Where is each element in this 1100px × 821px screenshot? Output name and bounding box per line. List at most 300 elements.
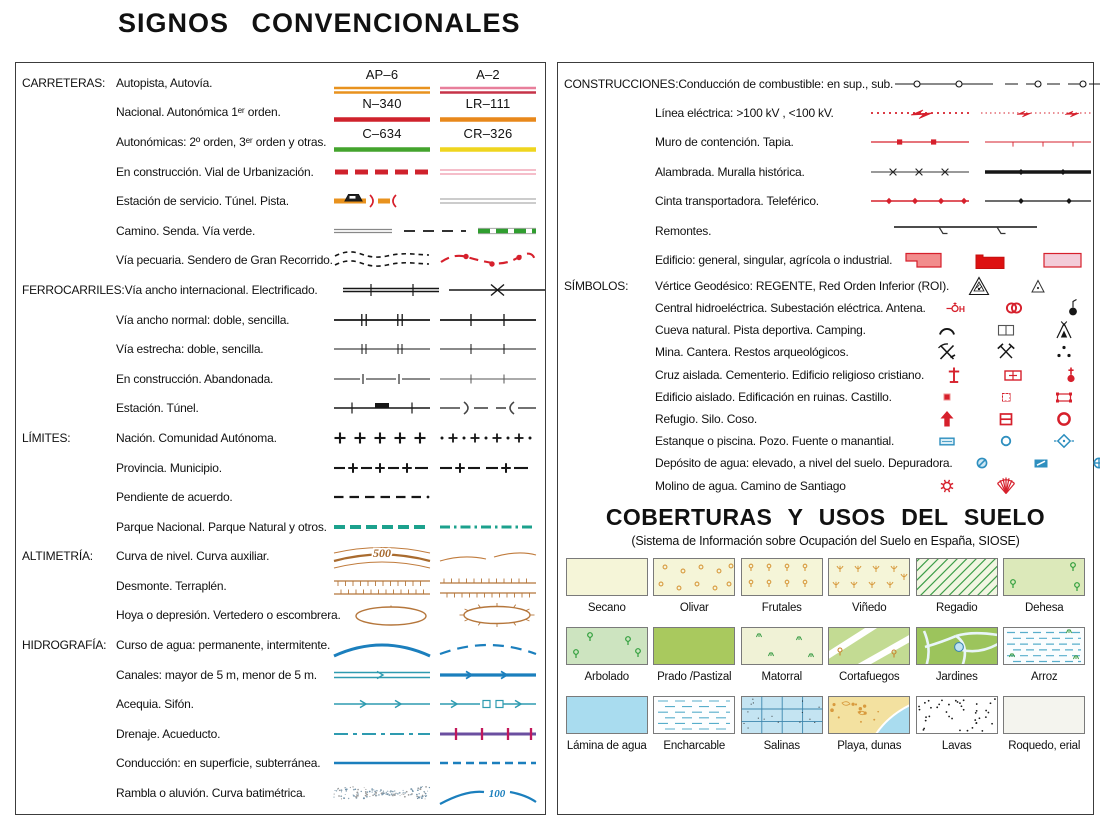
sym-desmonte bbox=[332, 571, 432, 601]
glyph-cantera bbox=[995, 341, 1017, 363]
silo-icon bbox=[995, 408, 1017, 430]
sym-alambrada-icon bbox=[869, 159, 1093, 185]
glyph-cruz bbox=[943, 364, 965, 386]
landuse-cell bbox=[653, 696, 737, 752]
ruinas-icon bbox=[995, 386, 1017, 408]
sym-camino-senda-viaverde bbox=[332, 216, 538, 246]
landuse-tile-olivar bbox=[653, 558, 735, 596]
sym-fc-normal-doble-icon bbox=[332, 305, 432, 335]
row-label: Parque Nacional. Parque Natural y otros. bbox=[116, 519, 327, 534]
sym-curva-nivel-icon bbox=[332, 541, 432, 571]
landuse-tile-encharcable bbox=[653, 696, 735, 734]
landuse-label: Encharcable bbox=[663, 739, 726, 752]
sym-conduccion-sup bbox=[332, 748, 432, 778]
row-label: Hoya o depresión. Vertedero o escombrera. bbox=[116, 608, 341, 623]
sym-pista-icon bbox=[438, 186, 538, 216]
salinas-pattern bbox=[741, 696, 823, 734]
symbol-group bbox=[332, 660, 545, 690]
row-label: Drenaje. Acueducto. bbox=[116, 726, 221, 741]
row-label: Autonómicas: 2º orden, 3ᵉʳ orden y otras. bbox=[116, 134, 327, 149]
landuse-cell bbox=[828, 696, 912, 752]
glyph-castillo bbox=[1053, 386, 1075, 408]
legend-row bbox=[16, 778, 545, 808]
legend-row bbox=[558, 386, 1093, 408]
sym-hoya bbox=[341, 600, 441, 630]
deposito-suelo-icon bbox=[1030, 452, 1052, 474]
sym-via-pecuaria-icon bbox=[333, 245, 433, 275]
glyph-pozo bbox=[995, 430, 1017, 452]
row-label: Cueva natural. Pista deportiva. Camping. bbox=[655, 323, 866, 338]
sym-edificios-icon bbox=[892, 247, 1100, 273]
vertice-regente-icon bbox=[968, 275, 990, 297]
landuse-label: Arroz bbox=[1031, 670, 1058, 683]
sym-curso-perm-icon bbox=[332, 630, 432, 660]
landuse-label: Jardines bbox=[935, 670, 978, 683]
sym-fc-estrecha-sencilla-icon bbox=[438, 334, 538, 364]
glyph-estanque bbox=[936, 430, 958, 452]
legend-row bbox=[16, 719, 545, 749]
svg-text:500: 500 bbox=[373, 546, 391, 561]
row-label: Autopista, Autovía. bbox=[116, 75, 213, 90]
restos-icon bbox=[1053, 341, 1075, 363]
landuse-label: Regadio bbox=[936, 601, 978, 614]
symbol-group bbox=[332, 541, 545, 571]
sym-curso-perm bbox=[332, 630, 432, 660]
legend-row bbox=[16, 98, 545, 128]
legend-row bbox=[558, 69, 1093, 98]
legend-row bbox=[16, 542, 545, 572]
symbol-group bbox=[332, 127, 545, 157]
sym-fc-estrecha-doble bbox=[332, 334, 432, 364]
glyph-molino bbox=[936, 475, 958, 497]
legend-row bbox=[16, 689, 545, 719]
page-title: SIGNOS CONVENCIONALES bbox=[118, 8, 521, 38]
legend-row bbox=[16, 749, 545, 779]
row-label: Vía pecuaria. Sendero de Gran Recorrido. bbox=[116, 253, 333, 268]
sym-acequia-icon bbox=[332, 689, 432, 719]
sym-parque-nat bbox=[438, 512, 538, 542]
sym-parque-nac bbox=[332, 512, 432, 542]
mina-icon bbox=[936, 341, 958, 363]
landuse-label: Olivar bbox=[679, 601, 709, 614]
symbol-group bbox=[332, 216, 545, 246]
camping-icon bbox=[1053, 319, 1075, 341]
cueva-icon bbox=[936, 319, 958, 341]
sym-n340 bbox=[332, 97, 432, 127]
sym-sendero-gr bbox=[439, 245, 539, 275]
row-label: Rambla o aluvión. Curva batimétrica. bbox=[116, 786, 306, 801]
road-number-label: LR–111 bbox=[465, 96, 511, 112]
legend-row bbox=[558, 474, 1093, 496]
glyph-cueva bbox=[936, 319, 958, 341]
arroz-pattern bbox=[1003, 627, 1085, 665]
left-panel bbox=[15, 62, 546, 815]
sym-lim-mun bbox=[438, 453, 538, 483]
encharcable-pattern bbox=[653, 696, 735, 734]
legend-row bbox=[16, 364, 545, 394]
legend-row bbox=[16, 601, 545, 631]
row-label: Vía estrecha: doble, sencilla. bbox=[116, 342, 264, 357]
landuse-tile-matorral bbox=[741, 627, 823, 665]
legend-row bbox=[16, 482, 545, 512]
landuse-cell bbox=[915, 696, 999, 752]
landuse-label: Playa, dunas bbox=[837, 739, 902, 752]
sym-desmonte-icon bbox=[332, 571, 432, 601]
glyph-group bbox=[926, 297, 1100, 319]
symbol-group bbox=[332, 186, 545, 216]
landuse-cell bbox=[828, 627, 912, 683]
sym-pista bbox=[438, 186, 538, 216]
row-label: Vía ancho internacional. Electrificado. bbox=[124, 282, 318, 297]
glyph-edificio-aislado bbox=[936, 386, 958, 408]
olivar-pattern bbox=[653, 558, 735, 596]
sym-fc-elec-icon bbox=[447, 275, 547, 305]
row-label: Cinta transportadora. Teleférico. bbox=[655, 194, 819, 209]
row-label: Camino. Senda. Vía verde. bbox=[116, 223, 256, 238]
symbol-group bbox=[333, 245, 545, 275]
road-number-label: N–340 bbox=[362, 96, 402, 112]
glyph-group bbox=[949, 275, 1100, 297]
glyph-pista-deportiva bbox=[995, 319, 1017, 341]
legend-row bbox=[16, 512, 545, 542]
landuse-tile-roquedo bbox=[1003, 696, 1085, 734]
landuse-tile-vinedo bbox=[828, 558, 910, 596]
sym-terraplen-icon bbox=[438, 571, 538, 601]
sym-estacion-servicio bbox=[332, 186, 432, 216]
row-label: En construcción. Abandonada. bbox=[116, 371, 274, 386]
sym-construccion-road-icon bbox=[332, 157, 432, 187]
sym-pendiente bbox=[332, 482, 432, 512]
glyph-group bbox=[917, 408, 1093, 430]
symbol-group bbox=[332, 305, 545, 335]
jardines-pattern bbox=[916, 627, 998, 665]
row-label: Canales: mayor de 5 m, menor de 5 m. bbox=[116, 667, 317, 682]
landuse-tile-arroz bbox=[1003, 627, 1085, 665]
sym-sifon bbox=[438, 689, 538, 719]
glyph-silo bbox=[995, 408, 1017, 430]
landuse-tile-salinas bbox=[741, 696, 823, 734]
playa-pattern bbox=[828, 696, 910, 734]
road-number-label: AP–6 bbox=[365, 66, 399, 82]
glyph-vertice-regente bbox=[968, 275, 990, 297]
concha-santiago-icon bbox=[995, 475, 1017, 497]
sym-via-pecuaria bbox=[333, 245, 433, 275]
legend-row bbox=[16, 275, 545, 305]
row-label: Refugio. Silo. Coso. bbox=[655, 411, 758, 426]
estanque-icon bbox=[936, 430, 958, 452]
row-label: Provincia. Municipio. bbox=[116, 460, 222, 475]
landuse-cell bbox=[915, 558, 999, 614]
prado-pattern bbox=[653, 627, 735, 665]
landuse-tile-playa bbox=[828, 696, 910, 734]
road-number-label: C–634 bbox=[362, 125, 402, 141]
road-number-label: A–2 bbox=[476, 66, 500, 82]
row-label: Vía ancho normal: doble, sencilla. bbox=[116, 312, 290, 327]
row-label: Cruz aislada. Cementerio. Edificio religioso cristiano. bbox=[655, 367, 925, 382]
sym-rambla-icon bbox=[332, 778, 432, 808]
sym-remontes-icon bbox=[869, 218, 1093, 244]
symbol-group bbox=[341, 275, 547, 305]
secano-pattern bbox=[566, 558, 648, 596]
cortafuegos-pattern bbox=[828, 627, 910, 665]
row-label: Alambrada. Muralla histórica. bbox=[655, 164, 805, 179]
legend-row bbox=[16, 246, 545, 276]
sym-cinta bbox=[869, 188, 1093, 214]
sym-fc-constr-icon bbox=[332, 364, 432, 394]
legend-row bbox=[558, 216, 1093, 245]
coso-icon bbox=[1053, 408, 1075, 430]
category-label: LÍMITES: bbox=[22, 430, 71, 445]
sym-pendiente-icon bbox=[332, 482, 432, 512]
glyph-restos bbox=[1053, 341, 1075, 363]
legend-row bbox=[558, 363, 1093, 385]
sym-curso-int-icon bbox=[438, 630, 538, 660]
cementerio-icon bbox=[1002, 364, 1024, 386]
legend-row bbox=[558, 408, 1093, 430]
sym-lr111 bbox=[438, 97, 538, 127]
sym-fc-normal-doble bbox=[332, 305, 432, 335]
row-label: Depósito de agua: elevado, a nivel del suelo. Depuradora. bbox=[655, 456, 953, 471]
landuse-cell bbox=[565, 558, 649, 614]
landuse-label: Prado /Pastizal bbox=[657, 670, 732, 683]
depuradora-icon bbox=[1088, 452, 1100, 474]
arbolado-pattern bbox=[566, 627, 648, 665]
sym-ap6 bbox=[332, 68, 432, 98]
landuse-label: Matorral bbox=[761, 670, 803, 683]
roquedo-pattern bbox=[1003, 696, 1085, 734]
lavas-pattern bbox=[916, 696, 998, 734]
sym-acequia bbox=[332, 689, 432, 719]
legend-row bbox=[16, 127, 545, 157]
legend-row bbox=[16, 305, 545, 335]
sym-drenaje bbox=[332, 719, 432, 749]
landuse-cell bbox=[1003, 627, 1087, 683]
landuse-label: Salinas bbox=[763, 739, 800, 752]
row-label: Nacional. Autonómica 1ᵉʳ orden. bbox=[116, 105, 281, 120]
sym-batimetrica-icon bbox=[438, 778, 538, 808]
sym-fc-normal-sencilla bbox=[438, 305, 538, 335]
landuse-label: Lámina de agua bbox=[566, 739, 647, 752]
sym-rambla bbox=[332, 778, 432, 808]
symbol-group bbox=[332, 482, 545, 512]
row-label: Vértice Geodésico: REGENTE, Red Orden Inferior (ROI). bbox=[655, 278, 950, 293]
symbol-group bbox=[332, 453, 545, 483]
legend-row bbox=[16, 334, 545, 364]
sym-lim-mun-icon bbox=[438, 453, 538, 483]
glyph-mina bbox=[936, 341, 958, 363]
landuse-subtitle: (Sistema de Información sobre Ocupación del Suelo en España, SIOSE) bbox=[631, 533, 1020, 548]
glyph-ruinas bbox=[995, 386, 1017, 408]
road-number-label: CR–326 bbox=[463, 125, 513, 141]
landuse-label: Arbolado bbox=[584, 670, 629, 683]
glyph-religioso bbox=[1060, 364, 1082, 386]
legend-row bbox=[16, 216, 545, 246]
sym-acueducto-icon bbox=[438, 719, 538, 749]
sym-curva-aux-icon bbox=[438, 541, 538, 571]
symbol-group bbox=[332, 689, 545, 719]
symbol-group bbox=[332, 423, 545, 453]
sym-lim-prov-icon bbox=[332, 453, 432, 483]
symbol-group bbox=[341, 600, 547, 630]
row-label: Pendiente de acuerdo. bbox=[116, 490, 233, 505]
legend-row bbox=[16, 453, 545, 483]
symbol-group bbox=[332, 630, 545, 660]
sym-vial-urb bbox=[438, 157, 538, 187]
right-panel bbox=[557, 62, 1094, 815]
legend-row bbox=[16, 68, 545, 98]
sym-canal-mayor-icon bbox=[332, 660, 432, 690]
sym-parque-nat-icon bbox=[438, 512, 538, 542]
legend-row bbox=[558, 245, 1093, 274]
landuse-cell bbox=[1003, 558, 1087, 614]
sym-drenaje-icon bbox=[332, 719, 432, 749]
row-label: Estación. Túnel. bbox=[116, 401, 199, 416]
landuse-tile-frutales bbox=[741, 558, 823, 596]
glyph-group bbox=[917, 386, 1093, 408]
construcciones-section bbox=[558, 69, 1093, 275]
sym-combustible-icon bbox=[893, 71, 1100, 97]
dehesa-pattern bbox=[1003, 558, 1085, 596]
legend-row bbox=[16, 630, 545, 660]
pista-deportiva-icon bbox=[995, 319, 1017, 341]
row-label: Conducción: en superficie, subterránea. bbox=[116, 756, 321, 771]
sym-alambrada bbox=[869, 159, 1093, 185]
row-label: Muro de contención. Tapia. bbox=[655, 135, 794, 150]
symbol-group bbox=[332, 364, 545, 394]
symbol-group bbox=[332, 778, 545, 808]
sym-cinta-icon bbox=[869, 188, 1093, 214]
glyph-subestacion bbox=[1003, 297, 1025, 319]
sym-linea-electrica-icon bbox=[869, 100, 1093, 126]
legend-row bbox=[16, 186, 545, 216]
glyph-group bbox=[952, 452, 1100, 474]
landuse-cell bbox=[740, 558, 824, 614]
landuse-tile-regadio bbox=[916, 558, 998, 596]
landuse-tile-secano bbox=[566, 558, 648, 596]
sym-cr326 bbox=[438, 127, 538, 157]
sym-vertedero bbox=[447, 600, 547, 630]
sym-fc-int bbox=[341, 275, 441, 305]
sym-batimetrica bbox=[438, 778, 538, 808]
glyph-camping bbox=[1053, 319, 1075, 341]
row-label: En construcción. Vial de Urbanización. bbox=[116, 164, 314, 179]
sym-canal-mayor bbox=[332, 660, 432, 690]
symbol-group bbox=[332, 334, 545, 364]
sym-conduccion-sup-icon bbox=[332, 748, 432, 778]
sym-estacion-servicio-icon bbox=[332, 186, 432, 216]
pozo-icon bbox=[995, 430, 1017, 452]
sym-fc-estacion-icon bbox=[332, 393, 432, 423]
row-label: Remontes. bbox=[655, 223, 712, 238]
sym-fc-aband bbox=[438, 364, 538, 394]
row-label: Edificio aislado. Edificación en ruinas. Castillo. bbox=[655, 389, 892, 404]
category-label: FERROCARRILES: bbox=[22, 282, 125, 297]
sym-fc-normal-sencilla-icon bbox=[438, 305, 538, 335]
landuse-cell bbox=[740, 627, 824, 683]
legend-row bbox=[558, 430, 1093, 452]
row-label: Acequia. Sifón. bbox=[116, 697, 194, 712]
row-label: Edificio: general, singular, agrícola o industrial. bbox=[655, 253, 893, 268]
landuse-cell bbox=[915, 627, 999, 683]
landuse-label: Cortafuegos bbox=[839, 670, 900, 683]
glyph-group bbox=[917, 475, 1093, 497]
lamina-pattern bbox=[566, 696, 648, 734]
landuse-tile-jardines bbox=[916, 627, 998, 665]
landuse-cell bbox=[1003, 696, 1087, 752]
landuse-tile-prado bbox=[653, 627, 735, 665]
legend-row bbox=[16, 571, 545, 601]
sym-lim-nacion-icon bbox=[332, 423, 432, 453]
sym-camino-senda-viaverde-icon bbox=[332, 216, 538, 246]
category-label: CARRETERAS: bbox=[22, 75, 106, 90]
row-label: Línea eléctrica: >100 kV , <100 kV. bbox=[655, 106, 834, 121]
sym-fc-int-icon bbox=[341, 275, 441, 305]
deposito-elevado-icon bbox=[971, 452, 993, 474]
landuse-tile-cortafuegos bbox=[828, 627, 910, 665]
landuse-title: COBERTURAS Y USOS DEL SUELO bbox=[605, 503, 1046, 530]
landuse-cell bbox=[828, 558, 912, 614]
symbol-group bbox=[332, 571, 545, 601]
sym-lim-nacion bbox=[332, 423, 432, 453]
sym-vertedero-icon bbox=[447, 600, 547, 630]
sym-fc-tunel-icon bbox=[438, 393, 538, 423]
sym-muro bbox=[869, 129, 1093, 155]
row-label: Estación de servicio. Túnel. Pista. bbox=[116, 194, 289, 209]
cruz-icon bbox=[943, 364, 965, 386]
fuente-icon bbox=[1053, 430, 1075, 452]
sym-lim-prov bbox=[332, 453, 432, 483]
antena-icon bbox=[1062, 297, 1084, 319]
legend-row bbox=[558, 128, 1093, 157]
legend-row bbox=[558, 157, 1093, 186]
legend-row bbox=[558, 297, 1093, 319]
matorral-pattern bbox=[741, 627, 823, 665]
sym-fc-tunel bbox=[438, 393, 538, 423]
central-hidroelectrica-icon bbox=[944, 297, 966, 319]
svg-text:100: 100 bbox=[488, 788, 506, 801]
row-label: Nación. Comunidad Autónoma. bbox=[116, 430, 277, 445]
landuse-cell bbox=[565, 627, 649, 683]
sym-lim-ca-icon bbox=[438, 423, 538, 453]
row-label: Mina. Cantera. Restos arqueológicos. bbox=[655, 345, 849, 360]
religioso-icon bbox=[1060, 364, 1082, 386]
legend-row bbox=[558, 341, 1093, 363]
landuse-tile-lavas bbox=[916, 696, 998, 734]
legend-row bbox=[558, 187, 1093, 216]
sym-terraplen bbox=[438, 571, 538, 601]
symbol-group bbox=[332, 719, 545, 749]
legend-row bbox=[16, 660, 545, 690]
landuse-label: Secano bbox=[587, 601, 626, 614]
sym-lim-ca bbox=[438, 423, 538, 453]
simbolos-section bbox=[558, 275, 1093, 497]
glyph-coso bbox=[1053, 408, 1075, 430]
glyph-cementerio bbox=[1002, 364, 1024, 386]
glyph-depuradora bbox=[1088, 452, 1100, 474]
sym-construccion-road bbox=[332, 157, 432, 187]
vertice-roi-icon bbox=[1027, 275, 1049, 297]
landuse-tile-lamina bbox=[566, 696, 648, 734]
svg-text:H: H bbox=[959, 304, 966, 315]
row-label: Desmonte. Terraplén. bbox=[116, 578, 227, 593]
row-label: Curso de agua: permanente, intermitente. bbox=[116, 638, 331, 653]
sym-canal-menor-icon bbox=[438, 660, 538, 690]
symbol-group bbox=[332, 97, 545, 127]
row-label: Molino de agua. Camino de Santiago bbox=[655, 478, 846, 493]
molino-icon bbox=[936, 475, 958, 497]
sym-conduccion-sub-icon bbox=[438, 748, 538, 778]
sym-fc-constr bbox=[332, 364, 432, 394]
